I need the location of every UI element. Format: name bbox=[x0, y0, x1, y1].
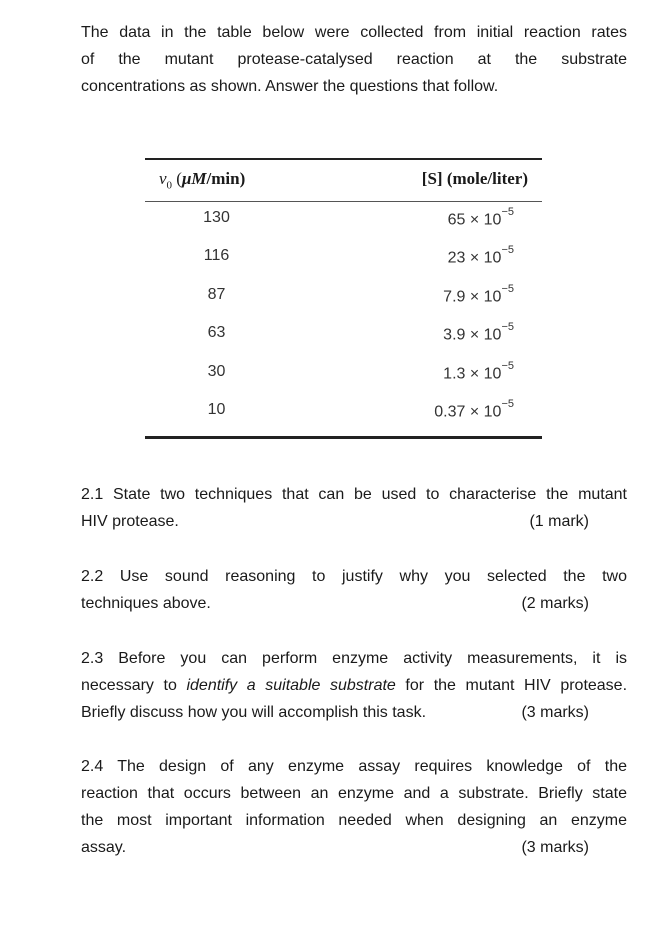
table-bottom-rule bbox=[145, 436, 542, 439]
q4-line-2: reaction that occurs between an enzyme and a substrate. Briefly state bbox=[81, 785, 627, 802]
table-top-rule bbox=[145, 158, 542, 160]
question-2-1 bbox=[81, 481, 627, 535]
cell-v0: 116 bbox=[203, 247, 230, 264]
table-header-rule bbox=[145, 201, 542, 202]
cell-v0: 10 bbox=[207, 401, 226, 418]
intro-line-2: of the mutant protease-catalysed reaction at the substrate bbox=[81, 51, 627, 68]
cell-substrate: $23 \times 10^{-5}$ bbox=[447, 244, 514, 267]
cell-substrate: $3.9 \times 10^{-5}$ bbox=[443, 321, 514, 344]
q4-line-1: 2.4 The design of any enzyme assay requires knowledge of the bbox=[81, 758, 627, 775]
data-table bbox=[145, 158, 542, 440]
q4-marks: (3 marks) bbox=[521, 839, 589, 856]
question-2-3 bbox=[81, 645, 627, 726]
cell-substrate: $7.9 \times 10^{-5}$ bbox=[443, 283, 514, 306]
cell-v0: 63 bbox=[207, 324, 226, 341]
q2-line-2: techniques above. bbox=[81, 595, 211, 612]
q3-line-1: 2.3 Before you can perform enzyme activity measurements, it is bbox=[81, 650, 627, 667]
q3-emphasis: identify a suitable substrate bbox=[186, 677, 396, 694]
cell-substrate: $65 \times 10^{-5}$ bbox=[447, 206, 514, 229]
header-substrate: [S] (mole/liter) bbox=[421, 169, 528, 188]
q3-line-3: Briefly discuss how you will accomplish this task. bbox=[81, 704, 427, 721]
intro-line-1: The data in the table below were collected from initial reaction rates bbox=[81, 24, 627, 41]
q3-line-2: necessary to identify a suitable substrate for the mutant HIV protease. bbox=[81, 677, 628, 694]
cell-substrate: $0.37 \times 10^{-5}$ bbox=[434, 398, 514, 421]
cell-substrate: $1.3 \times 10^{-5}$ bbox=[443, 360, 514, 383]
q2-line-1: 2.2 Use sound reasoning to justify why you selected the two bbox=[81, 568, 627, 585]
intro-line-3: concentrations as shown. Answer the questions that follow. bbox=[81, 78, 499, 95]
q1-line-1: 2.1 State two techniques that can be used to characterise the mutant bbox=[81, 486, 627, 503]
q1-marks: (1 mark) bbox=[529, 513, 589, 530]
header-v0: $v_0$ (μM/min) bbox=[159, 169, 246, 192]
q4-line-3: the most important information needed when designing an enzyme bbox=[81, 812, 627, 829]
intro-paragraph bbox=[81, 19, 627, 100]
q3-marks: (3 marks) bbox=[521, 704, 589, 721]
question-2-2 bbox=[81, 563, 627, 617]
question-2-4 bbox=[81, 753, 627, 861]
cell-v0: 30 bbox=[207, 363, 226, 380]
cell-v0: 130 bbox=[203, 209, 230, 226]
q1-line-2: HIV protease. bbox=[81, 513, 179, 530]
cell-v0: 87 bbox=[207, 286, 226, 303]
q2-marks: (2 marks) bbox=[521, 595, 589, 612]
q4-line-4: assay. bbox=[81, 839, 127, 856]
